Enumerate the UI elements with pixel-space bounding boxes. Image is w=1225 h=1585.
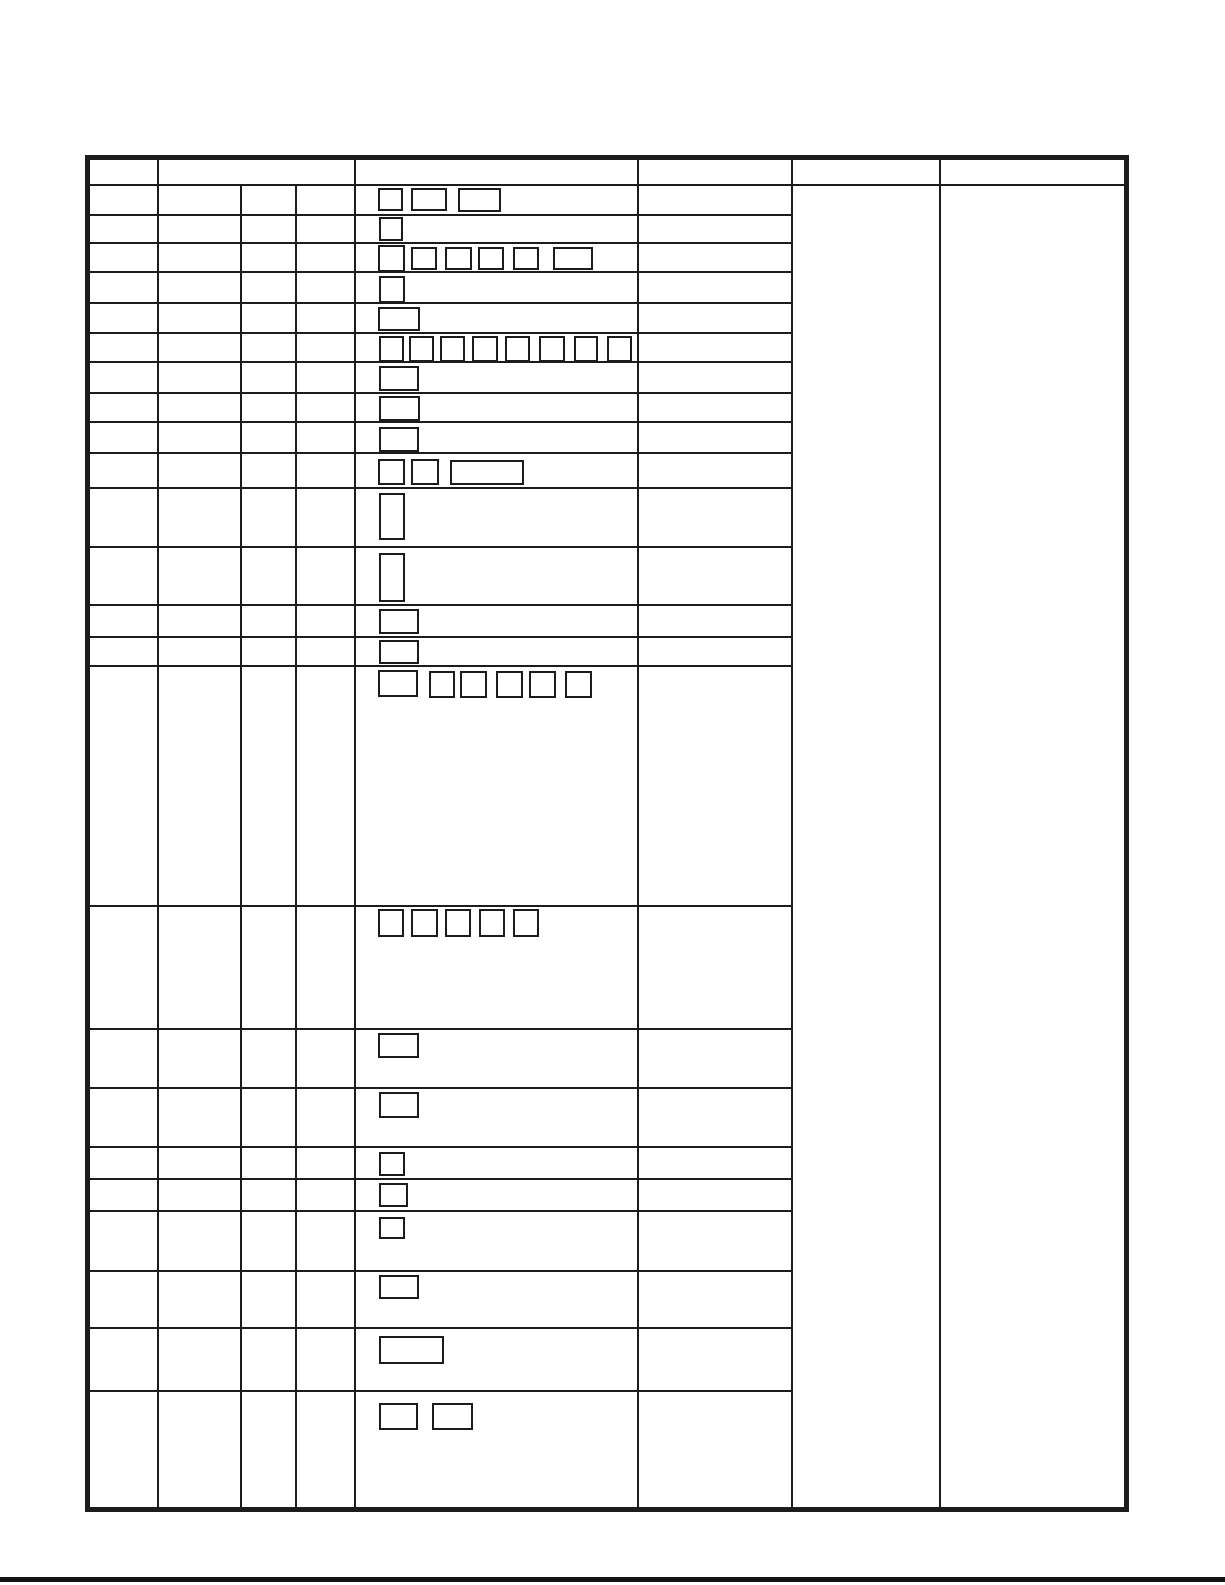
empty-box xyxy=(411,188,447,211)
empty-box xyxy=(379,427,419,452)
empty-box xyxy=(379,1336,444,1364)
empty-box xyxy=(379,1217,405,1239)
empty-box xyxy=(379,1092,419,1118)
empty-box xyxy=(379,1403,418,1430)
empty-box xyxy=(379,1152,405,1176)
row-line xyxy=(90,332,793,334)
empty-box xyxy=(440,336,465,362)
empty-box xyxy=(379,366,419,391)
empty-box xyxy=(479,909,505,937)
empty-box xyxy=(379,493,405,540)
empty-box xyxy=(529,671,556,698)
page-footer-rule xyxy=(0,1577,1225,1582)
empty-box xyxy=(553,247,593,270)
column-line xyxy=(240,185,242,1507)
row-line xyxy=(90,1146,793,1148)
row-line xyxy=(90,636,793,638)
row-line xyxy=(90,271,793,273)
empty-box xyxy=(379,640,419,664)
empty-box xyxy=(460,671,487,698)
row-line xyxy=(90,214,793,216)
row-line xyxy=(90,1178,793,1180)
empty-box xyxy=(378,1033,419,1058)
empty-box xyxy=(378,909,404,937)
row-line xyxy=(90,1327,793,1329)
empty-box xyxy=(445,247,472,270)
empty-box xyxy=(458,188,501,212)
row-line xyxy=(90,242,793,244)
empty-box xyxy=(379,217,403,241)
empty-box xyxy=(505,336,530,362)
empty-box xyxy=(513,247,539,270)
row-line xyxy=(90,1087,793,1089)
empty-box xyxy=(411,459,439,485)
empty-box xyxy=(378,459,405,485)
empty-box xyxy=(409,336,434,362)
empty-box xyxy=(379,1275,419,1299)
row-line xyxy=(90,905,793,907)
empty-box xyxy=(379,396,420,421)
row-line xyxy=(90,487,793,489)
empty-box xyxy=(432,1403,473,1430)
row-line xyxy=(90,665,793,667)
empty-box xyxy=(513,909,539,937)
empty-box xyxy=(539,336,565,362)
empty-box xyxy=(378,670,418,697)
column-line xyxy=(939,160,941,1507)
row-line xyxy=(90,302,793,304)
row-line xyxy=(90,546,793,548)
empty-box xyxy=(378,245,405,272)
empty-box xyxy=(379,276,405,303)
empty-box xyxy=(429,671,455,698)
column-line xyxy=(295,185,297,1507)
empty-box xyxy=(378,307,420,331)
empty-box xyxy=(379,609,419,634)
row-line xyxy=(90,1390,793,1392)
empty-box xyxy=(411,247,437,270)
row-line xyxy=(90,392,793,394)
empty-box xyxy=(445,909,471,937)
empty-box xyxy=(450,460,524,485)
empty-box xyxy=(379,336,404,362)
row-line xyxy=(90,604,793,606)
row-line xyxy=(90,1028,793,1030)
row-line xyxy=(90,1210,793,1212)
empty-box xyxy=(478,247,504,270)
empty-box xyxy=(496,671,523,698)
empty-box xyxy=(411,909,438,937)
empty-box xyxy=(378,188,403,211)
row-line xyxy=(90,452,793,454)
empty-box xyxy=(379,1183,408,1207)
empty-box xyxy=(574,336,598,362)
empty-box xyxy=(565,671,592,698)
row-line xyxy=(90,1270,793,1272)
empty-box xyxy=(607,336,632,362)
empty-box xyxy=(379,553,405,602)
row-line xyxy=(90,421,793,423)
header-divider-line xyxy=(90,184,1124,186)
empty-box xyxy=(472,336,498,362)
